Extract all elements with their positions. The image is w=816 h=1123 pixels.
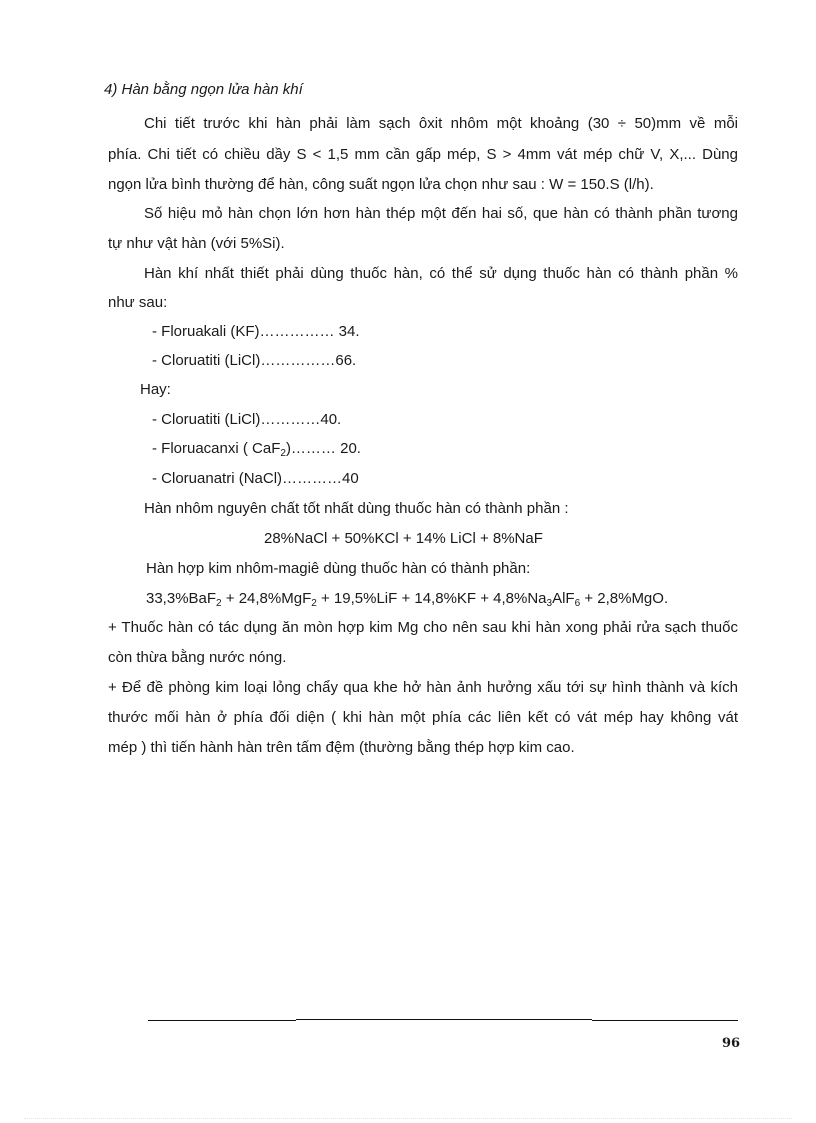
footer-rule-left: [148, 1020, 296, 1021]
note-2-line-2: thước mối hàn ở phía đối diện ( khi hàn một phía các liên kết có vát mép hay không vát: [108, 709, 738, 726]
page-number: 96: [722, 1036, 741, 1051]
footer-rule-right: [592, 1020, 738, 1021]
paragraph-1-line-2: phía. Chi tiết có chiều dầy S < 1,5 mm cần gấp mép, S > 4mm vát mép chữ V, X,... Dùng: [108, 146, 738, 163]
hay-label: Hay:: [140, 381, 171, 398]
paragraph-5: Hàn hợp kim nhôm-magiê dùng thuốc hàn có thành phần:: [146, 560, 531, 577]
paragraph-2-line-2: tự như vật hàn (với 5%Si).: [108, 235, 285, 252]
paragraph-4: Hàn nhôm nguyên chất tốt nhất dùng thuốc hàn có thành phần :: [144, 500, 569, 517]
flux-list-2-item-1: - Cloruatiti (LiCl)…………40.: [152, 411, 342, 428]
note-1-line-2: còn thừa bằng nước nóng.: [108, 649, 287, 666]
paragraph-1-line-1: Chi tiết trước khi hàn phải làm sạch ôxit nhôm một khoảng (30 ÷ 50)mm về mỗi: [144, 115, 738, 132]
paragraph-3-line-2: như sau:: [108, 294, 168, 311]
formula-2: $33,3\%BaF_2 + 24,8\%MgF_2 + 19,5\%LiF + 14,8\%KF + 4,8\%Na_3AlF_6 + 2,8\%MgO$.: [146, 590, 669, 609]
note-1-line-1: + Thuốc hàn có tác dụng ăn mòn hợp kim Mg cho nên sau khi hàn xong phải rửa sạch thuốc: [108, 619, 738, 636]
flux-list-1-item-2: - Cloruatiti (LiCl)……………66.: [152, 352, 357, 369]
paragraph-2-line-1: Số hiệu mỏ hàn chọn lớn hơn hàn thép một đến hai số, que hàn có thành phần tương: [144, 205, 738, 222]
section-heading: 4) Hàn bằng ngọn lửa hàn khí: [104, 81, 303, 98]
note-2-line-1: + Để đề phòng kim loại lỏng chẩy qua khe hở hàn ảnh hưởng xấu tới sự hình thành và kích: [108, 679, 738, 696]
formula-1: 28%NaCl + 50%KCl + 14% LiCl + 8%NaF: [264, 530, 543, 547]
paragraph-1-line-3: ngọn lửa bình thường để hàn, công suất ngọn lửa chọn như sau : W = 150.S (l/h).: [108, 176, 654, 193]
paragraph-3-line-1: Hàn khí nhất thiết phải dùng thuốc hàn, có thể sử dụng thuốc hàn có thành phần %: [144, 265, 738, 282]
footer-rule-middle: [296, 1019, 592, 1020]
page-bottom-edge: [24, 1118, 792, 1119]
note-2-line-3: mép ) thì tiến hành hàn trên tấm đệm (thường bằng thép hợp kim cao.: [108, 739, 575, 756]
flux-list-2-item-3: - Cloruanatri (NaCl)…………40: [152, 470, 359, 487]
flux-list-2-item-2: - Floruacanxi ( CaF$_2$)……… 20.: [152, 440, 361, 459]
flux-list-1-item-1: - Floruakali (KF)…………… 34.: [152, 323, 360, 340]
